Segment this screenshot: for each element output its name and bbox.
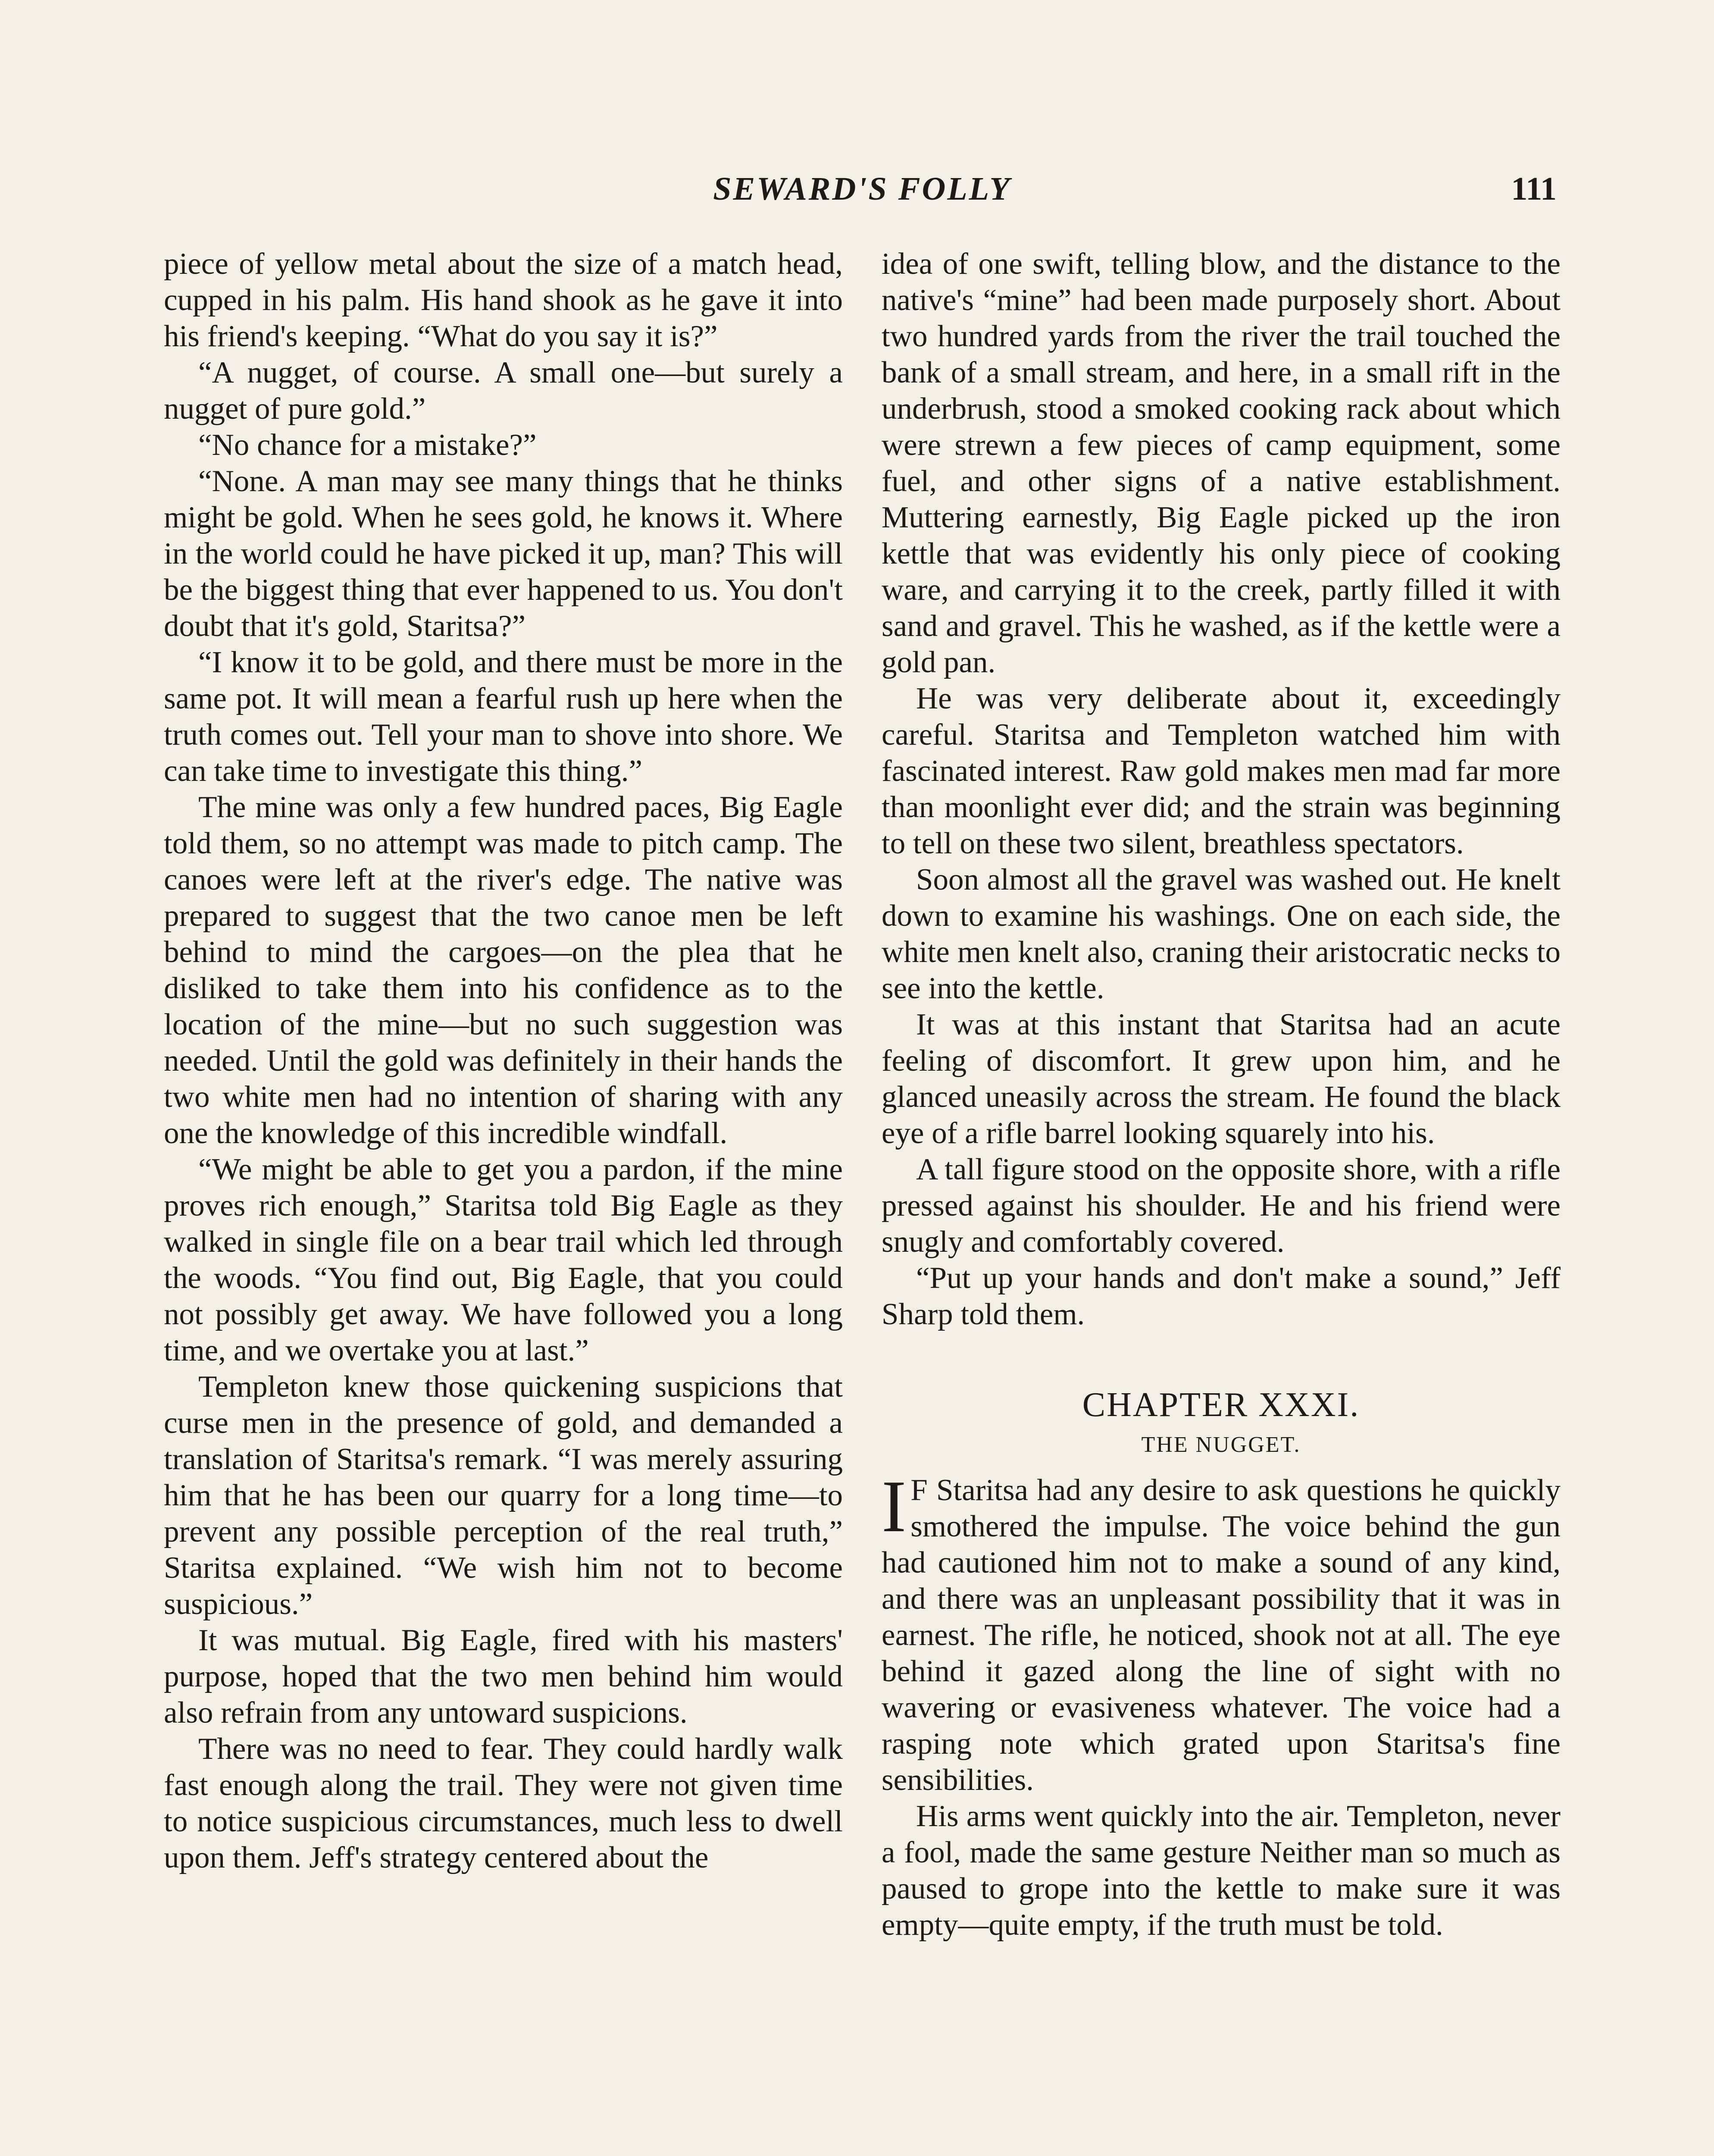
paragraph: There was no need to fear. They could hardly walk fast enough along the trail. They were not given time to notice suspicious circumstances, much less to dwell upon them. Jeff's strategy centered about the xyxy=(164,1732,843,1874)
paragraph: “No chance for a mistake?” xyxy=(198,428,537,462)
chapter-first-paragraph-text: F Staritsa had any desire to ask questions he quickly smothered the impulse. The voice behind the gun had cautioned him not to make a sound of any kind, and there was an unpleasant possibility that it was in earnest. The rifle, he noticed, shook not at all. The eye behind it gazed along the line of sight with no wavering or evasiveness whatever. The voice had a rasping note which grated upon Staritsa's fine sensibilities. xyxy=(882,1473,1561,1797)
page-number: 111 xyxy=(1511,171,1557,207)
paragraph: He was very deliberate about it, exceedingly careful. Staritsa and Templeton watched him with fascinated interest. Raw gold makes men mad far more than moonlight ever did; and the strain was beginning to tell on these two silent, breathless spectators. xyxy=(882,682,1561,860)
chapter-subtitle: THE NUGGET. xyxy=(1141,1432,1301,1457)
paragraph: “A nugget, of course. A small one—but surely a nugget of pure gold.” xyxy=(164,356,843,426)
chapter-heading: CHAPTER XXXI. xyxy=(1082,1386,1360,1424)
paragraph: The mine was only a few hundred paces, Big Eagle told them, so no attempt was made to pitch camp. The canoes were left at the river's edge. The native was prepared to suggest that the two canoe men be left behind to mind the cargoes—on the plea that he disliked to take them into his confidence as to the location of the mine—but no such suggestion was needed. Until the gold was definitely in their hands the two white men had no intention of sharing with any one the knowledge of this incredible windfall. xyxy=(164,790,843,1150)
paragraph: Templeton knew those quickening suspicions that curse men in the presence of gold, and demanded a translation of Staritsa's remark. “I was merely assuring him that he has been our quarry for a long time—to prevent any possible perception of the real truth,” Staritsa explained. “We wish him not to become suspicious.” xyxy=(164,1370,843,1621)
paragraph: It was at this instant that Staritsa had an acute feeling of discomfort. It grew upon him, and he glanced uneasily across the stream. He found the black eye of a rifle barrel looking squarely into his. xyxy=(882,1008,1561,1150)
paragraph: Soon almost all the gravel was washed out. He knelt down to examine his washings. One on each side, the white men knelt also, craning their aristocratic necks to see into the kettle. xyxy=(882,863,1561,1005)
chapter-header xyxy=(882,1384,1561,1460)
paragraph: “None. A man may see many things that he thinks might be gold. When he sees gold, he knows it. Where in the world could he have picked it up, man? This will be the biggest thing that ever happened to us. You don't doubt that it's gold, Staritsa?” xyxy=(164,464,843,643)
chapter-first-paragraph xyxy=(882,1466,1561,1798)
paragraph: “Put up your hands and don't make a sound,” Jeff Sharp told them. xyxy=(882,1261,1561,1331)
paragraph: It was mutual. Big Eagle, fired with his masters' purpose, hoped that the two men behind him would also refrain from any untoward suspicions. xyxy=(164,1623,843,1730)
paragraph: His arms went quickly into the air. Templeton, never a fool, made the same gesture Neither man so much as paused to grope into the kettle to make sure it was empty—quite empty, if the truth must be told. xyxy=(882,1799,1561,1942)
running-title: SEWARD'S FOLLY xyxy=(713,171,1011,207)
paragraph: A tall figure stood on the opposite shore, with a rifle pressed against his shoulder. He and his friend were snugly and comfortably covered. xyxy=(882,1153,1561,1259)
right-column xyxy=(882,246,1561,1943)
paragraph: “We might be able to get you a pardon, if the mine proves rich enough,” Staritsa told Big Eagle as they walked in single file on a bear trail which led through the woods. “You find out, Big Eagle, that you could not possibly get away. We have followed you a long time, and we overtake you at last.” xyxy=(164,1153,843,1367)
drop-cap: I xyxy=(882,1466,907,1548)
paragraph: idea of one swift, telling blow, and the distance to the native's “mine” had been made purposely short. About two hundred yards from the river the trail touched the bank of a small stream, and here, in a small rift in the underbrush, stood a smoked cooking rack about which were strewn a few pieces of camp equipment, some fuel, and other signs of a native establishment. Muttering earnestly, Big Eagle picked up the iron kettle that was evidently his only piece of cooking ware, and carrying it to the creek, partly filled it with sand and gravel. This he washed, as if the kettle were a gold pan. xyxy=(882,247,1561,679)
left-column xyxy=(164,246,843,1876)
paragraph: piece of yellow metal about the size of a match head, cupped in his palm. His hand shook as he gave it into his friend's keeping. “What do you say it is?” xyxy=(164,247,843,353)
paragraph: “I know it to be gold, and there must be more in the same pot. It will mean a fearful rush up here when the truth comes out. Tell your man to shove into shore. We can take time to investigate this thing.” xyxy=(164,646,843,788)
